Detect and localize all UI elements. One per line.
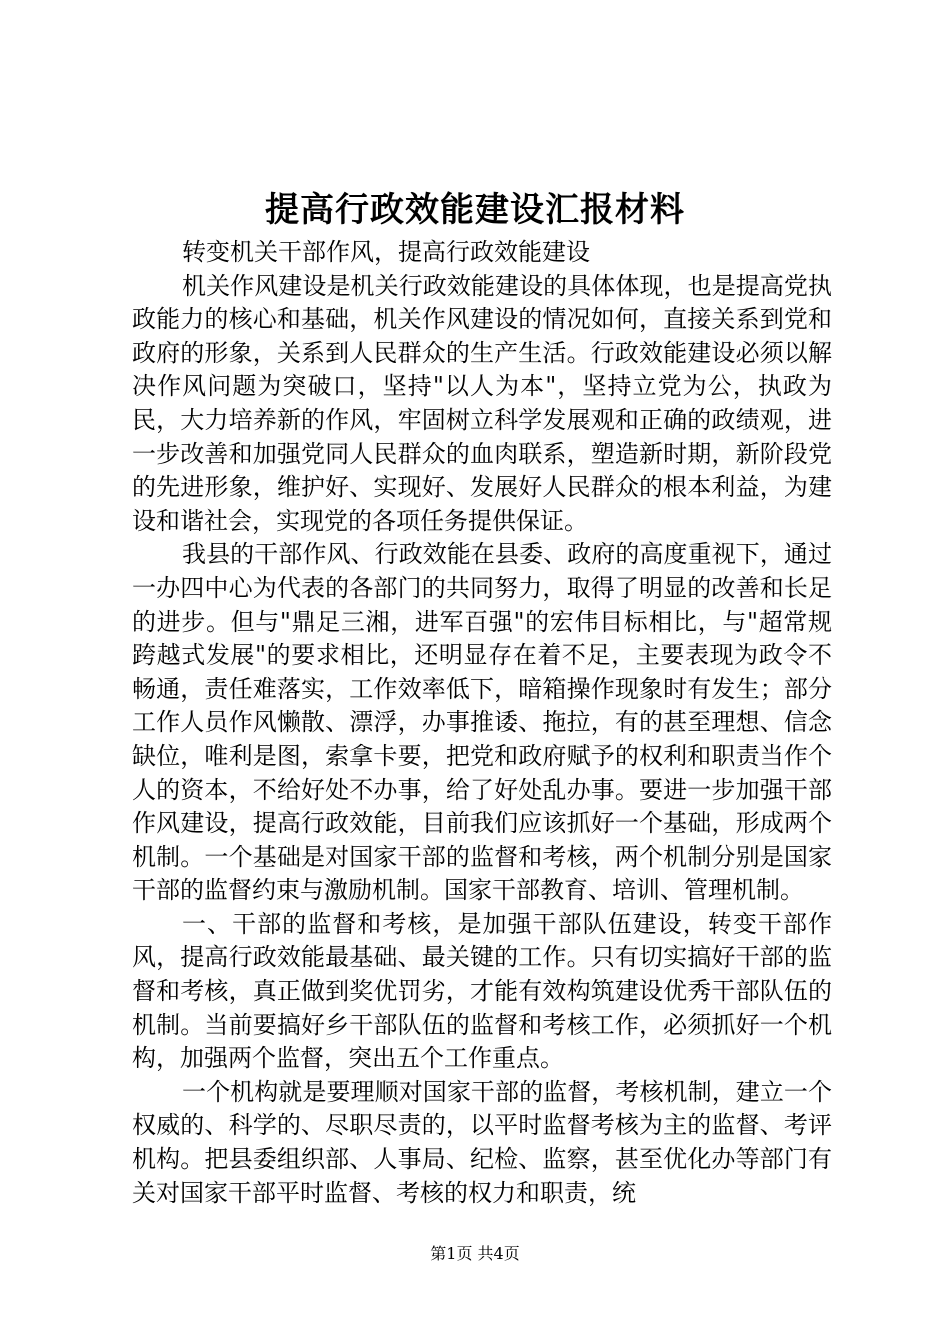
paragraph: 一个机构就是要理顺对国家干部的监督，考核机制，建立一个权威的、科学的、尽职尽责的，以平时监督考核为主的监督、考评机构。把县委组织部、人事局、纪检、监察，甚至优化办等部门有关对国家干部平时监督、考核的权力和职责，统 (132, 1077, 832, 1207)
paragraph: 一、干部的监督和考核，是加强干部队伍建设，转变干部作风，提高行政效能最基础、最关键的工作。只有切实搞好干部的监督和考核，真正做到奖优罚劣，才能有效构筑建设优秀干部队伍的机制。当前要搞好乡干部队伍的监督和考核工作，必须抓好一个机构，加强两个监督，突出五个工作重点。 (132, 909, 832, 1073)
paragraph: 机关作风建设是机关行政效能建设的具体体现，也是提高党执政能力的核心和基础，机关作风建设的情况如何，直接关系到党和政府的形象，关系到人民群众的生产生活。行政效能建设必须以解决作风问题为突破口，坚持"以人为本"，坚持立党为公，执政为民，大力培养新的作风，牢固树立科学发展观和正确的政绩观，进一步改善和加强党同人民群众的血肉联系，塑造新时期，新阶段党的先进形象，维护好、实现好、发展好人民群众的根本利益，为建设和谐社会，实现党的各项任务提供保证。 (132, 271, 832, 535)
paragraph-subtitle: 转变机关干部作风，提高行政效能建设 (182, 238, 590, 266)
paragraph: 我县的干部作风、行政效能在县委、政府的高度重视下，通过一办四中心为代表的各部门的共同努力，取得了明显的改善和长足的进步。但与"鼎足三湘，进军百强"的宏伟目标相比，与"超常规跨越式发展"的要求相比，还明显存在着不足，主要表现为政令不畅通，责任难落实，工作效率低下，暗箱操作现象时有发生；部分工作人员作风懒散、漂浮，办事推诿、拖拉，有的甚至理想、信念缺位，唯利是图，索拿卡要，把党和政府赋予的权利和职责当作个人的资本，不给好处不办事，给了好处乱办事。要进一步加强干部作风建设，提高行政效能，目前我们应该抓好一个基础，形成两个机制。一个基础是对国家干部的监督和考核，两个机制分别是国家干部的监督约束与激励机制。国家干部教育、培训、管理机制。 (132, 540, 832, 905)
page-footer: 第1页 共4页 (430, 1244, 520, 1263)
document-title: 提高行政效能建设汇报材料 (265, 190, 685, 230)
document-body (132, 236, 832, 1210)
